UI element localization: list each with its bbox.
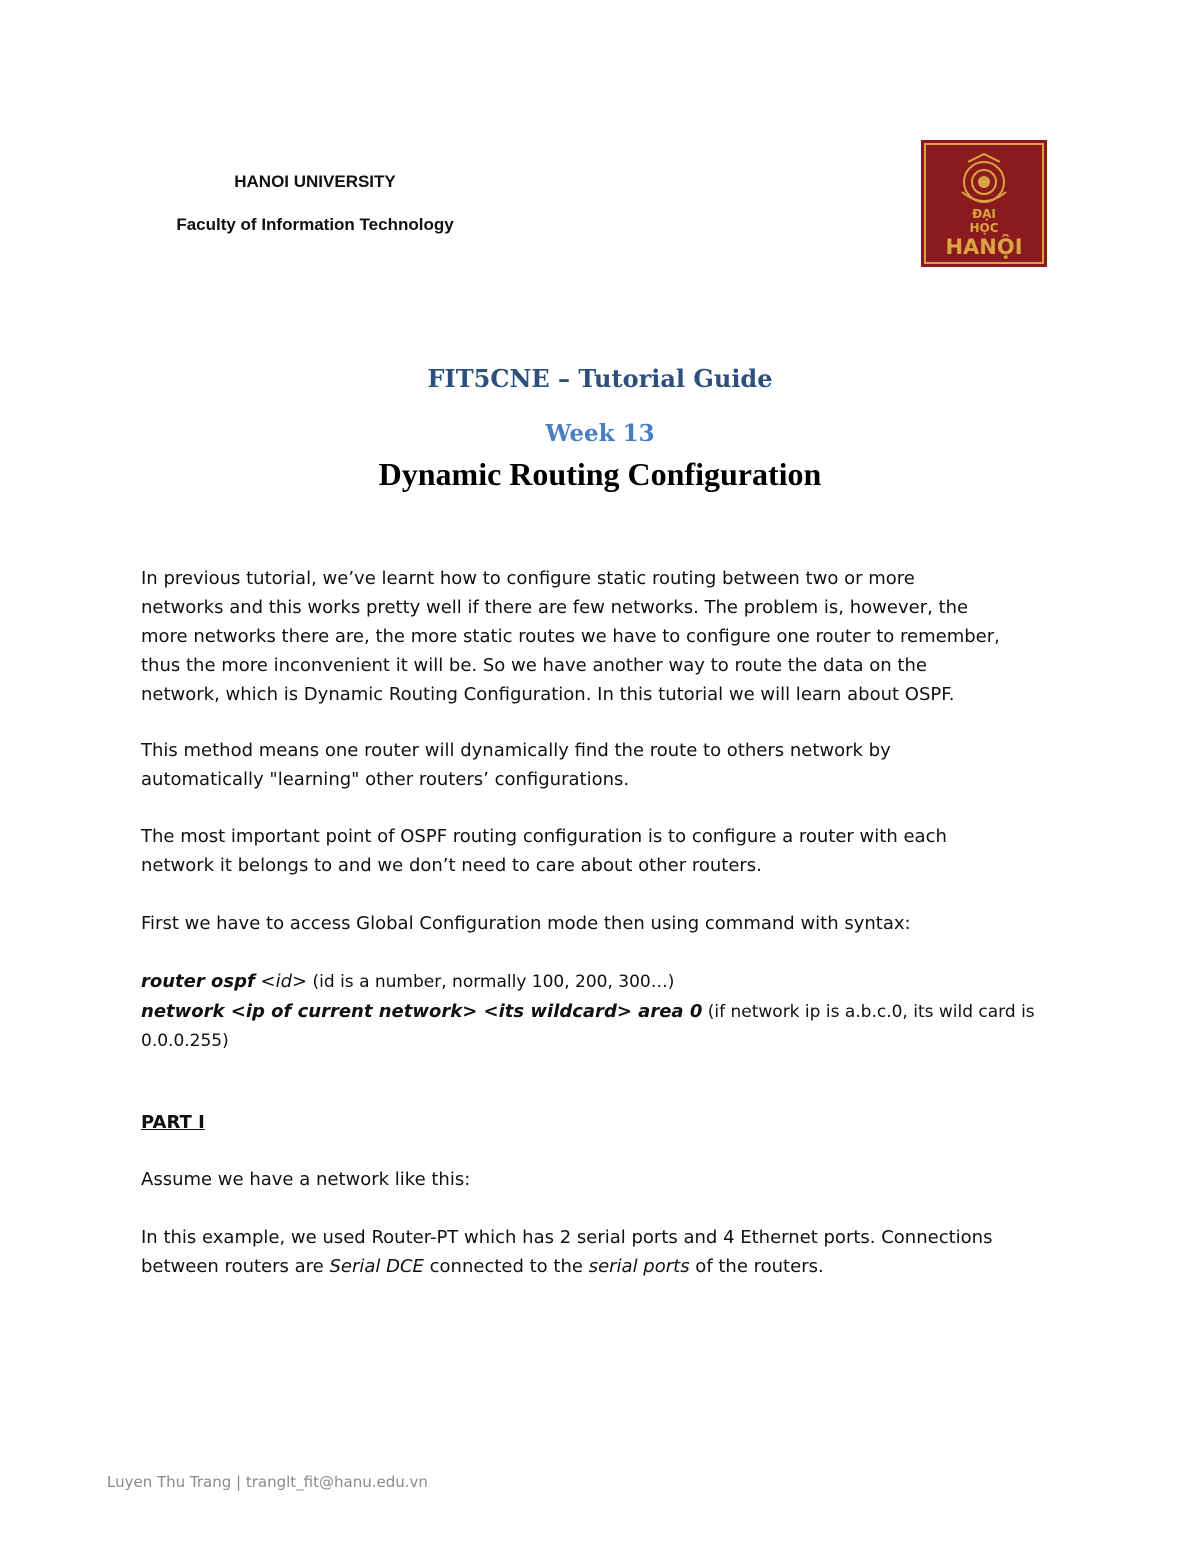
faculty-name: Faculty of Information Technology bbox=[176, 215, 454, 234]
paragraph-line: thus the more inconvenient it will be. So we have another way to route the data on the bbox=[141, 655, 927, 676]
text-run: of the routers. bbox=[689, 1256, 824, 1277]
logo-text-top: ĐẠI bbox=[972, 207, 996, 221]
logo-text-mid: HỌC bbox=[969, 221, 999, 235]
text-run: between routers are bbox=[141, 1256, 330, 1277]
university-name: HANOI UNIVERSITY bbox=[234, 172, 396, 191]
network-intro: Assume we have a network like this: bbox=[141, 1169, 471, 1190]
paragraph-line: automatically "learning" other routers’ configurations. bbox=[141, 769, 630, 790]
hanoi-university-logo bbox=[921, 140, 1047, 267]
command-argument: <id> bbox=[254, 971, 308, 992]
course-title: FIT5CNE – Tutorial Guide bbox=[427, 364, 773, 393]
command-keyword: network <ip of current network> <its wildcard> area 0 bbox=[141, 1001, 703, 1022]
intro-paragraph bbox=[141, 564, 1061, 709]
example-paragraph bbox=[141, 1223, 1061, 1281]
paragraph-line: The most important point of OSPF routing configuration is to configure a router with each bbox=[141, 826, 947, 847]
command-note-continued: 0.0.0.255) bbox=[141, 1031, 229, 1051]
method-paragraph bbox=[141, 736, 1061, 794]
week-label: Week 13 bbox=[545, 420, 655, 447]
paragraph-line: network, which is Dynamic Routing Configuration. In this tutorial we will learn about OSPF. bbox=[141, 684, 955, 705]
command-syntax-block bbox=[141, 967, 1061, 1056]
text-run: connected to the bbox=[423, 1256, 589, 1277]
syntax-line-router-ospf bbox=[141, 967, 1061, 997]
paragraph-line: In previous tutorial, we’ve learnt how to configure static routing between two or more bbox=[141, 568, 915, 589]
paragraph-line: more networks there are, the more static routes we have to configure one router to remember, bbox=[141, 626, 1000, 647]
command-note: (if network ip is a.b.c.0, its wild card is bbox=[702, 1002, 1035, 1022]
paragraph-line: In this example, we used Router-PT which has 2 serial ports and 4 Ethernet ports. Connections bbox=[141, 1227, 993, 1248]
page-title: Dynamic Routing Configuration bbox=[378, 456, 822, 492]
italic-term: serial ports bbox=[588, 1256, 690, 1277]
section-heading: PART I bbox=[141, 1112, 205, 1133]
ospf-point-paragraph bbox=[141, 822, 1061, 880]
paragraph-line: networks and this works pretty well if there are few networks. The problem is, however, the bbox=[141, 597, 969, 618]
logo-text-bottom: HANỘI bbox=[945, 235, 1023, 259]
syntax-intro: First we have to access Global Configuration mode then using command with syntax: bbox=[141, 913, 911, 934]
italic-term: Serial DCE bbox=[329, 1256, 424, 1277]
syntax-line-network bbox=[141, 997, 1061, 1027]
paragraph-line: network it belongs to and we don’t need to care about other routers. bbox=[141, 855, 762, 876]
command-note: (id is a number, normally 100, 200, 300…) bbox=[307, 972, 675, 992]
paragraph-line: This method means one router will dynamically find the route to others network by bbox=[141, 740, 891, 761]
page-footer: Luyen Thu Trang | tranglt_fit@hanu.edu.vn bbox=[107, 1473, 428, 1491]
command-keyword: router ospf bbox=[141, 971, 255, 992]
paragraph-line bbox=[141, 1252, 1061, 1281]
